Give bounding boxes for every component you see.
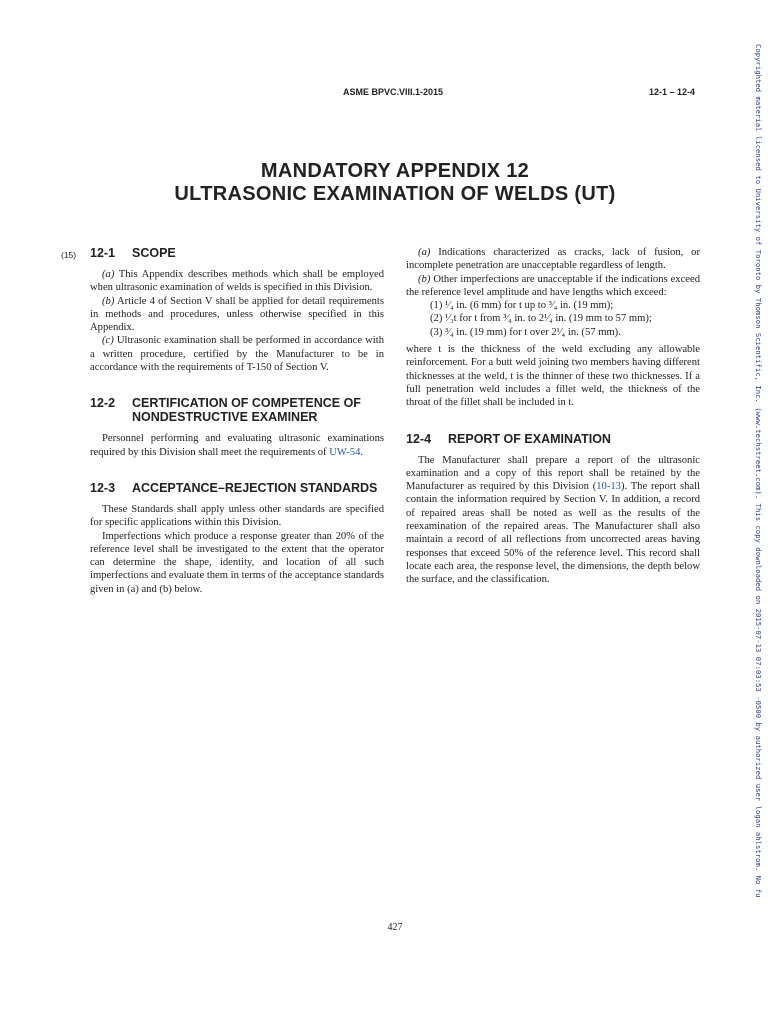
paragraph-12-3-a: (a) Indications characterized as cracks, lack of fusion, or incomplete penetration are unacceptable regardless of length.: [406, 247, 700, 272]
section-heading-12-4: [406, 432, 700, 446]
running-header-code: ASME BPVC.VIII.1-2015: [343, 87, 444, 97]
watermark-text: Copyrighted material licensed to University of Toronto by Thomson Scientific, Inc. (www.techstreet.com). This copy downloaded on 2015-07-13 07:03:53 -0500 by authorized user logan ahlstrom. No fu: [754, 44, 763, 898]
section-heading-12-3: [90, 481, 384, 495]
section-title: REPORT OF EXAMINATION: [448, 431, 611, 446]
page-title: [90, 160, 700, 206]
list-item-1: (1) ¹⁄₄ in. (6 mm) for t up to ³⁄₄ in. (19 mm);: [430, 300, 614, 312]
section-number: 12-2: [90, 396, 116, 411]
title-line-2: ULTRASONIC EXAMINATION OF WELDS (UT): [174, 183, 616, 205]
list-item-2: (2) ¹⁄₃t for t from ³⁄₄ in. to 2¹⁄₄ in. (19 mm to 57 mm);: [430, 313, 652, 325]
paragraph-12-1-a: (a) This Appendix describes methods which shall be employed when ultrasonic examination of welds is specified in this Division.: [90, 269, 384, 294]
section-heading-12-2: [90, 396, 384, 424]
paragraph-12-1-c: (c) Ultrasonic examination shall be performed in accordance with a written procedure, certified by the Manufacturer to be in accordance with the requirements of T-150 of Section V.: [90, 335, 384, 374]
paragraph-12-4: The Manufacturer shall prepare a report of the ultrasonic examination and a copy of this report shall be retained by the Manufacturer as required by this Division (10-13). The report shall contain the information required by Section V. In addition, a record of repaired areas shall be noted as well as the results of the reexamination of the repaired areas. The Manufacturer shall also maintain a record of all reflections from uncorrected areas having responses that exceed 50% of the reference level. This record shall locate each area, the response level, the dimensions, the depth below the surface, and the classification.: [406, 454, 701, 586]
cross-reference-link[interactable]: UW-54: [329, 446, 361, 458]
copyright-watermark: [752, 44, 764, 1014]
title-line-1: MANDATORY APPENDIX 12: [260, 160, 530, 182]
section-heading-12-1: [90, 246, 384, 260]
section-number: 12-1: [90, 246, 116, 260]
paragraph-12-2: Personnel performing and evaluating ultrasonic examinations required by this Division shall meet the requirements of UW-54.: [90, 433, 384, 458]
list-item-3: (3) ³⁄₄ in. (19 mm) for t over 2¹⁄₄ in. (57 mm).: [430, 326, 621, 338]
section-title: CERTIFICATION OF COMPETENCE OF NONDESTRUCTIVE EXAMINER: [132, 396, 361, 425]
paragraph-12-3-intro: These Standards shall apply unless other standards are specified for specific applications within this Division.: [90, 503, 384, 529]
cross-reference-link[interactable]: 10-13: [596, 481, 621, 493]
section-title: ACCEPTANCE–REJECTION STANDARDS: [132, 480, 378, 495]
running-header-range: 12-1 – 12-4: [649, 87, 696, 97]
revision-mark: (15): [61, 250, 77, 260]
right-column: [406, 246, 700, 587]
page-number: 427: [387, 922, 403, 933]
left-column: [90, 246, 384, 596]
section-title: SCOPE: [132, 246, 176, 260]
paragraph-12-3-imperfections: Imperfections which produce a response greater than 20% of the reference level shall be investigated to the extent that the operator can determine the shape, identity, and location of all such imperfections and evaluate them in terms of the acceptance standards given in (a) and (b) below.: [90, 530, 384, 595]
section-number: 12-3: [90, 480, 116, 495]
paragraph-12-3-b: (b) Other imperfections are unacceptable if the indications exceed the reference level amplitude and have lengths which exceed:: [406, 273, 700, 298]
paragraph-12-1-b: (b) Article 4 of Section V shall be applied for detail requirements in methods and procedures, unless otherwise specified in this Appendix.: [90, 295, 384, 334]
paragraph-12-3-where: where t is the thickness of the weld excluding any allowable reinforcement. For a butt weld joining two members having different thicknesses at the weld, t is the thinner of these two thicknesses. If a full penetration weld includes a fillet weld, the thickness of the throat of the fillet shall be included in t.: [406, 344, 700, 409]
section-number: 12-4: [406, 431, 432, 446]
